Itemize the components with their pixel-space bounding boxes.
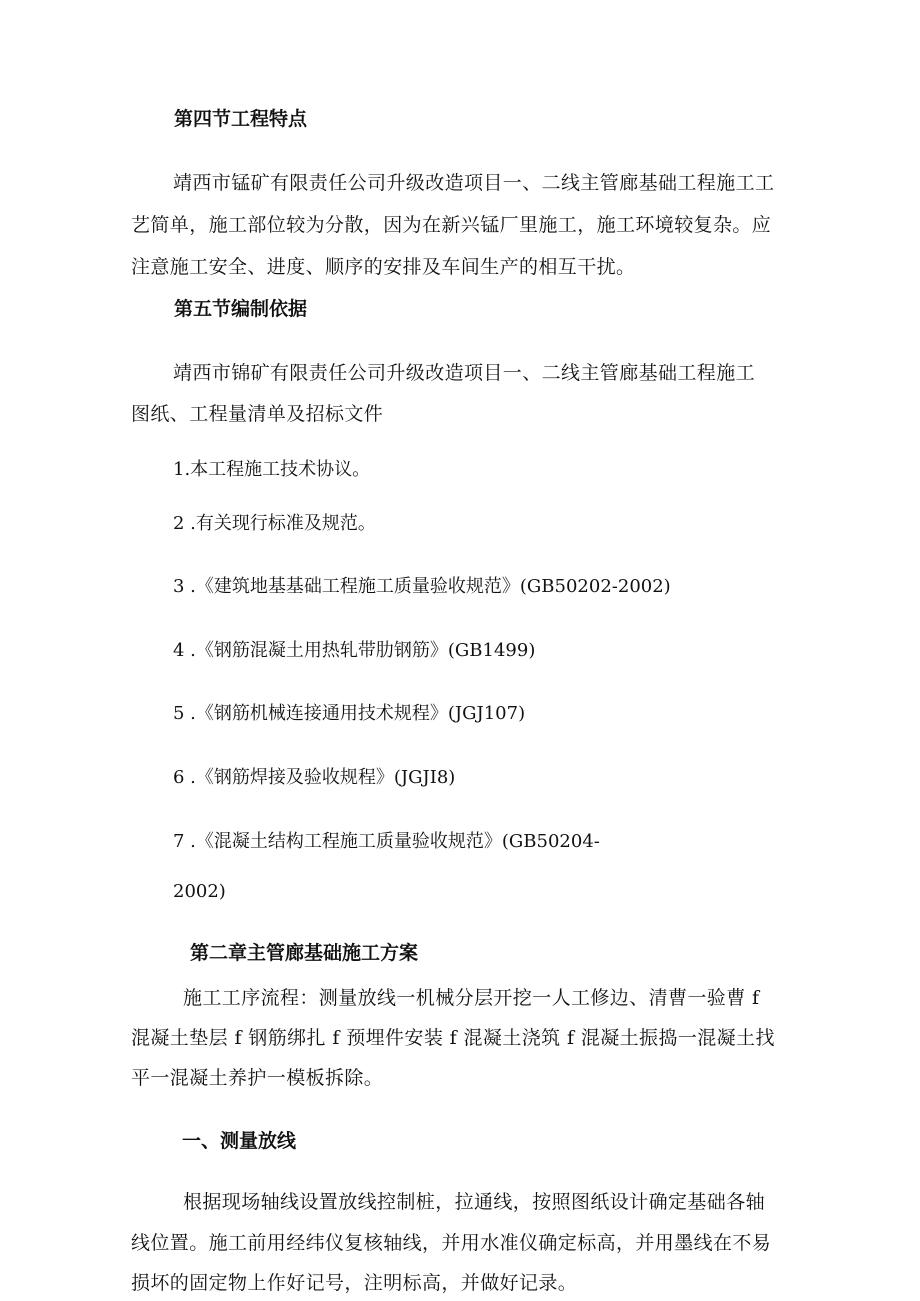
- basis-item-4: 4 .《钢筋混凝土用热轧带肋钢筋》(GB1499): [173, 640, 536, 661]
- section-4-line-2: 艺简单，施工部位较为分散，因为在新兴锰厂里施工，施工环境较复杂。应: [131, 214, 772, 236]
- survey-line-2: 线位置。施工前用经纬仪复核轴线，并用水准仪确定标高，并用墨线在不易: [131, 1232, 772, 1254]
- section-5-heading: 第五节编制依据: [174, 298, 308, 320]
- section-4-line-3: 注意施工安全、进度、顺序的安排及车间生产的相互干扰。: [131, 256, 636, 278]
- basis-item-7: 7 .《混凝土结构工程施工质量验收规范》(GB50204-: [173, 831, 600, 852]
- section-5-line-1: 靖西市锦矿有限责任公司升级改造项目一、二线主管廊基础工程施工: [173, 362, 756, 384]
- chapter-2-line-2: 混凝土垫层 f 钢筋绑扎 f 预埋件安装 f 混凝土浇筑 f 混凝土振捣一混凝土找: [131, 1027, 775, 1049]
- chapter-2-line-1: 施工工序流程：测量放线一机械分层开挖一人工修边、清曹一验曹 f: [183, 987, 760, 1009]
- section-4-heading: 第四节工程特点: [174, 108, 308, 130]
- basis-item-7-continued: 2002): [173, 881, 226, 902]
- chapter-2-line-3: 平一混凝土养护一模板拆除。: [131, 1067, 384, 1089]
- section-5-line-2: 图纸、工程量清单及招标文件: [131, 403, 384, 425]
- basis-item-3: 3 .《建筑地基基础工程施工质量验收规范》(GB50202-2002): [173, 576, 671, 597]
- basis-item-2: 2 .有关现行标准及规范。: [173, 513, 376, 534]
- basis-item-6: 6 .《钢筋焊接及验收规程》(JGJI8): [173, 767, 456, 788]
- survey-line-1: 根据现场轴线设置放线控制桩，拉通线，按照图纸设计确定基础各轴: [183, 1191, 766, 1213]
- chapter-2-heading: 第二章主管廊基础施工方案: [190, 942, 419, 964]
- survey-heading: 一、测量放线: [182, 1130, 297, 1152]
- section-4-line-1: 靖西市锰矿有限责任公司升级改造项目一、二线主管廊基础工程施工工: [173, 172, 775, 194]
- survey-line-3: 损坏的固定物上作好记号，注明标高，并做好记录。: [131, 1272, 578, 1294]
- basis-item-1: 1.本工程施工技术协议。: [173, 459, 371, 480]
- basis-item-5: 5 .《钢筋机械连接通用技术规程》(JGJ107): [173, 703, 526, 724]
